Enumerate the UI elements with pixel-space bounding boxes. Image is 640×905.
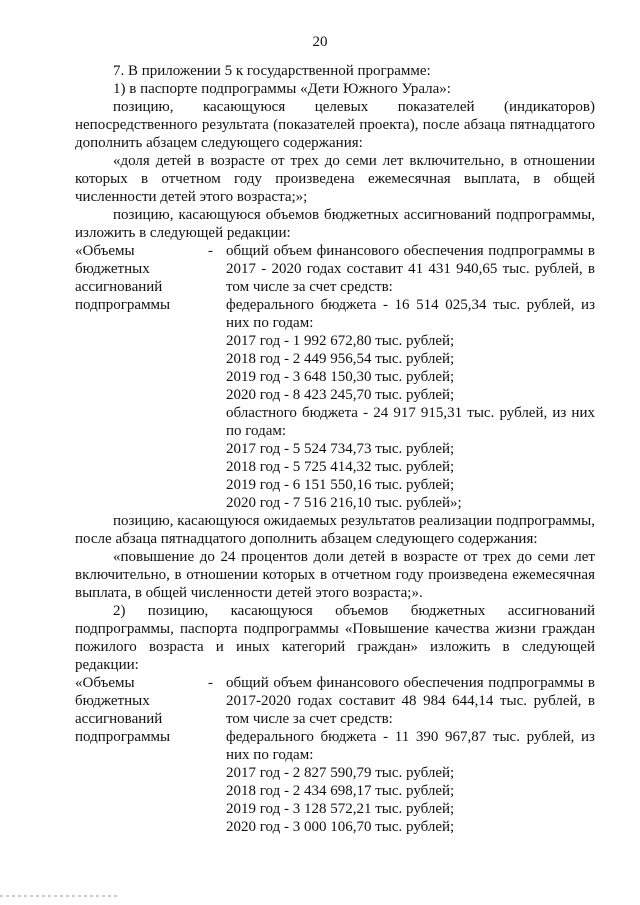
paragraph-item-7: 7. В приложении 5 к государственной программе: xyxy=(113,63,431,79)
paragraph-budget-position: позицию, касающуюся объемов бюджетных ассигнований подпрограммы, изложить в следующей редакции: xyxy=(75,207,595,241)
budget-table-1-label: «Объемы бюджетных ассигнований подпрограммы xyxy=(75,243,171,313)
budget-line: 2017 год - 5 524 734,73 тыс. рублей; xyxy=(226,441,455,457)
budget-line: 2019 год - 3 128 572,21 тыс. рублей; xyxy=(226,801,455,817)
document-body xyxy=(75,62,595,836)
budget-line: 2020 год - 3 000 106,70 тыс. рублей; xyxy=(226,819,455,835)
budget-line: 2018 год - 2 434 698,17 тыс. рублей; xyxy=(226,783,455,799)
budget-line: общий объем финансового обеспечения подпрограммы в 2017 - 2020 годах составит 41 431 940,65 тыс. рублей, в том числе за счет средств: xyxy=(226,243,595,295)
budget-line: 2018 год - 5 725 414,32 тыс. рублей; xyxy=(226,459,455,475)
budget-table-1-values xyxy=(226,242,595,512)
budget-line: 2017 год - 1 992 672,80 тыс. рублей; xyxy=(226,333,455,349)
paragraph-quote-increase: «повышение до 24 процентов доли детей в возрасте от трех до семи лет включительно, в отношении которых в отчетном году произведена ежемесячная выплата, в общей численности детей этого возраста;». xyxy=(75,549,595,601)
budget-line: общий объем финансового обеспечения подпрограммы в 2017-2020 годах составит 48 984 644,14 тыс. рублей, в том числе за счет средств: xyxy=(226,675,595,727)
paragraph-subitem-1: 1) в паспорте подпрограммы «Дети Южного Урала»: xyxy=(113,81,451,97)
paragraph-subitem-2: 2) позицию, касающуюся объемов бюджетных ассигнований подпрограммы, паспорта подпрограммы «Повышение качества жизни граждан пожилого возраста и иных категорий граждан» изложить в следующей редакции: xyxy=(75,603,595,673)
budget-line: федерального бюджета - 16 514 025,34 тыс. рублей, из них по годам: xyxy=(226,297,595,331)
budget-line: областного бюджета - 24 917 915,31 тыс. рублей, из них по годам: xyxy=(226,405,595,439)
page-number: 20 xyxy=(312,34,328,50)
budget-table-1-dash: - xyxy=(208,243,213,259)
budget-table-2-dash: - xyxy=(208,675,213,691)
budget-line: 2019 год - 6 151 550,16 тыс. рублей; xyxy=(226,477,455,493)
paragraph-quote-share: «доля детей в возрасте от трех до семи лет включительно, в отношении которых в отчетном году произведена ежемесячная выплата, в общей численности детей этого возраста;»; xyxy=(75,153,595,205)
budget-table-2 xyxy=(75,674,595,836)
budget-line: 2020 год - 7 516 216,10 тыс. рублей»; xyxy=(226,495,462,511)
budget-line: федерального бюджета - 11 390 967,87 тыс. рублей, из них по годам: xyxy=(226,729,595,763)
budget-line: 2019 год - 3 648 150,30 тыс. рублей; xyxy=(226,369,455,385)
budget-table-1 xyxy=(75,242,595,512)
budget-line: 2018 год - 2 449 956,54 тыс. рублей; xyxy=(226,351,455,367)
budget-line: 2020 год - 8 423 245,70 тыс. рублей; xyxy=(226,387,455,403)
scan-edge-mark xyxy=(0,895,120,897)
budget-line: 2017 год - 2 827 590,79 тыс. рублей; xyxy=(226,765,455,781)
budget-table-2-label: «Объемы бюджетных ассигнований подпрограммы xyxy=(75,675,171,745)
paragraph-target-indicators: позицию, касающуюся целевых показателей (индикаторов) непосредственного результата (показателей проекта), после абзаца пятнадцатого дополнить абзацем следующего содержания: xyxy=(75,99,595,151)
budget-table-2-values xyxy=(226,674,595,836)
paragraph-expected-results: позицию, касающуюся ожидаемых результатов реализации подпрограммы, после абзаца пятнадцатого дополнить абзацем следующего содержания: xyxy=(75,513,595,547)
